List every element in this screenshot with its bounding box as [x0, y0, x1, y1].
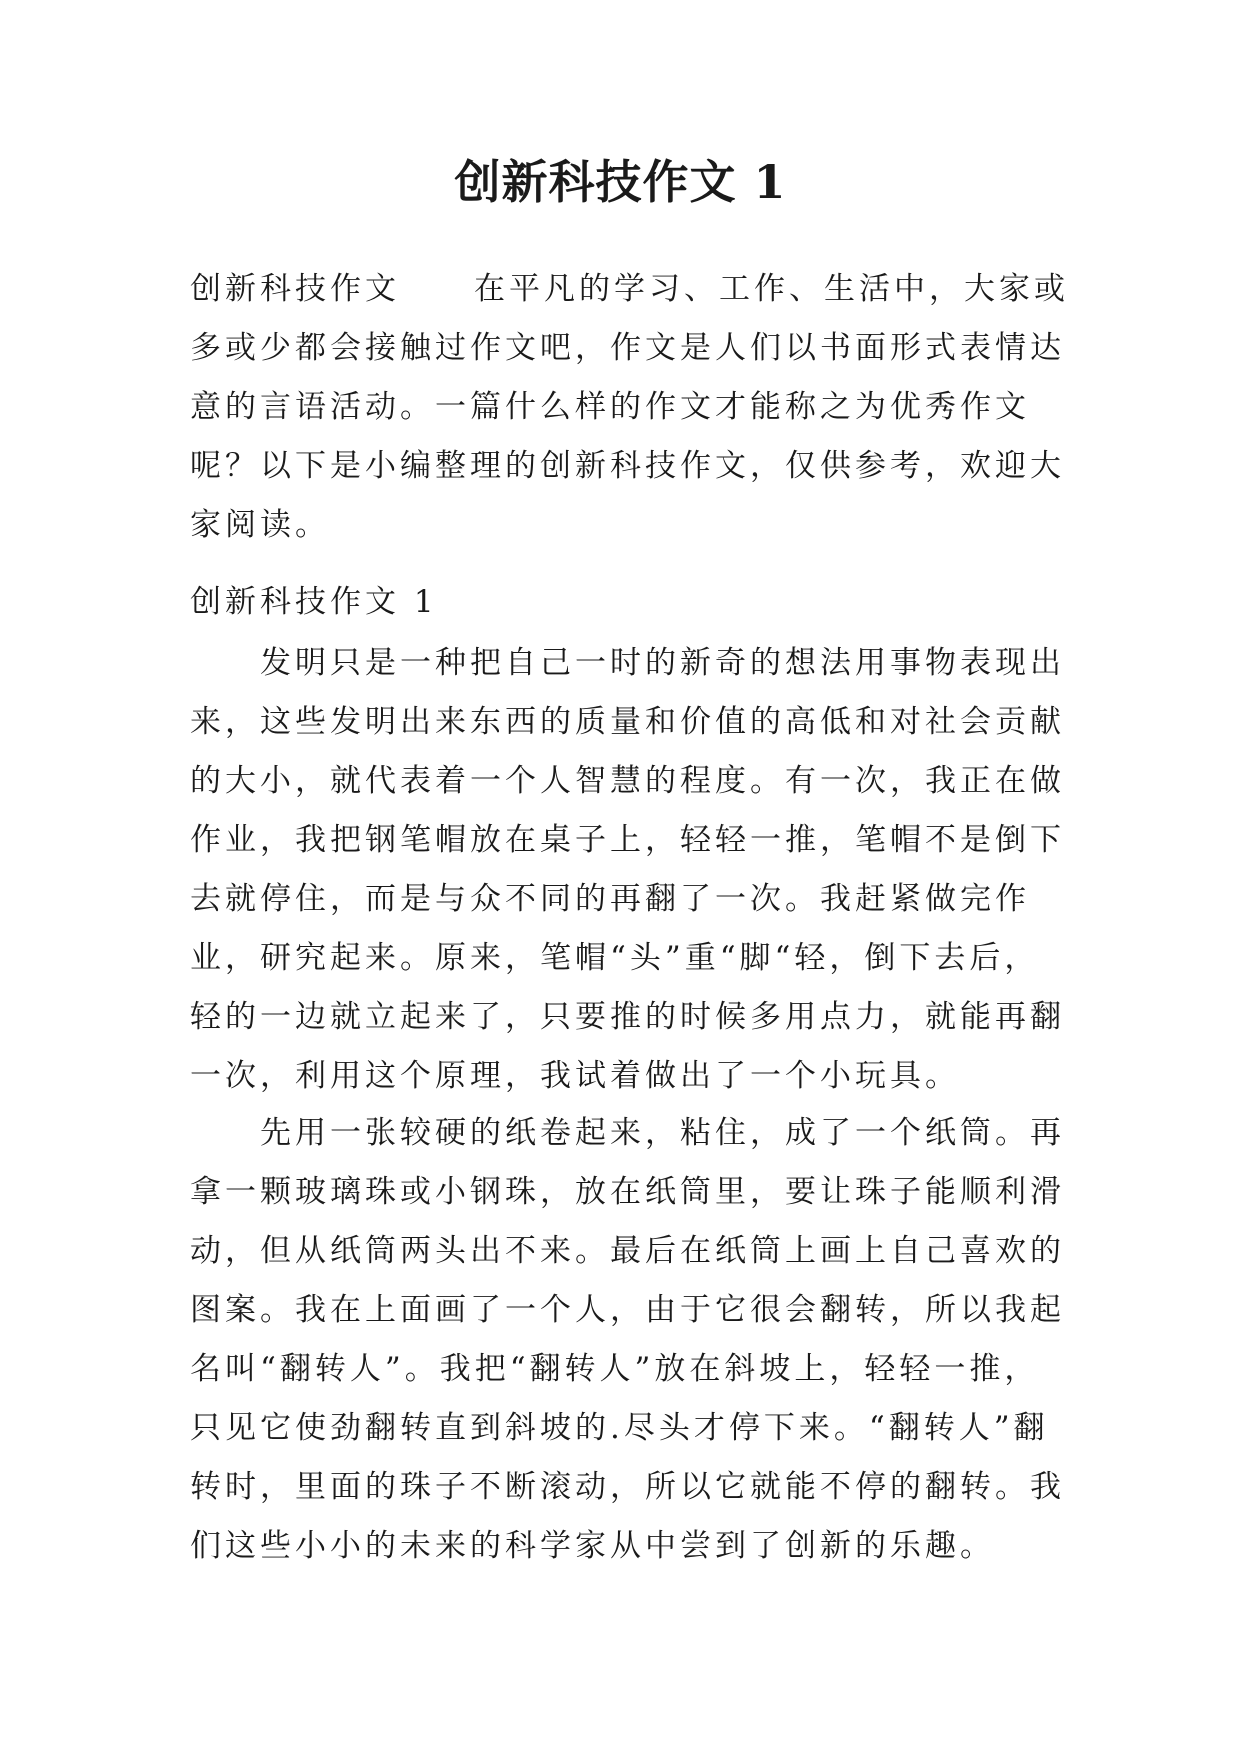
intro-text: 在平凡的学习、工作、生活中，大家或多或少都会接触过作文吧，作文是人们以书面形式表情达意的言语活动。一篇什么样的作文才能称之为优秀作文呢？以下是小编整理的创新科技作文，仅供参考，欢迎大家阅读。: [190, 271, 1069, 543]
body-paragraph-2: 先用一张较硬的纸卷起来，粘住，成了一个纸筒。再拿一颗玻璃珠或小钢珠，放在纸筒里，要让珠子能顺利滑动，但从纸筒两头出不来。最后在纸筒上画上自己喜欢的图案。我在上面画了一个人，由于它很会翻转，所以我起名叫“翻转人”。我把“翻转人”放在斜坡上，轻轻一推，只见它使劲翻转直到斜坡的.尽头才停下来。“翻转人”翻转时，里面的珠子不断滚动，所以它就能不停的翻转。我们这些小小的未来的科学家从中尝到了创新的乐趣。: [190, 1115, 1065, 1564]
intro-label: 创新科技作文: [190, 271, 400, 307]
document-title: 创新科技作文 1: [454, 155, 787, 209]
intro-paragraph: [190, 260, 1070, 555]
section-heading: 创新科技作文 1: [190, 584, 438, 620]
body-paragraph-1: 发明只是一种把自己一时的新奇的想法用事物表现出来，这些发明出来东西的质量和价值的高低和对社会贡献的大小，就代表着一个人智慧的程度。有一次，我正在做作业，我把钢笔帽放在桌子上，轻轻一推，笔帽不是倒下去就停住，而是与众不同的再翻了一次。我赶紧做完作业，研究起来。原来，笔帽“头”重“脚“轻，倒下去后，轻的一边就立起来了，只要推的时候多用点力，就能再翻一次，利用这个原理，我试着做出了一个小玩具。: [190, 645, 1065, 1094]
